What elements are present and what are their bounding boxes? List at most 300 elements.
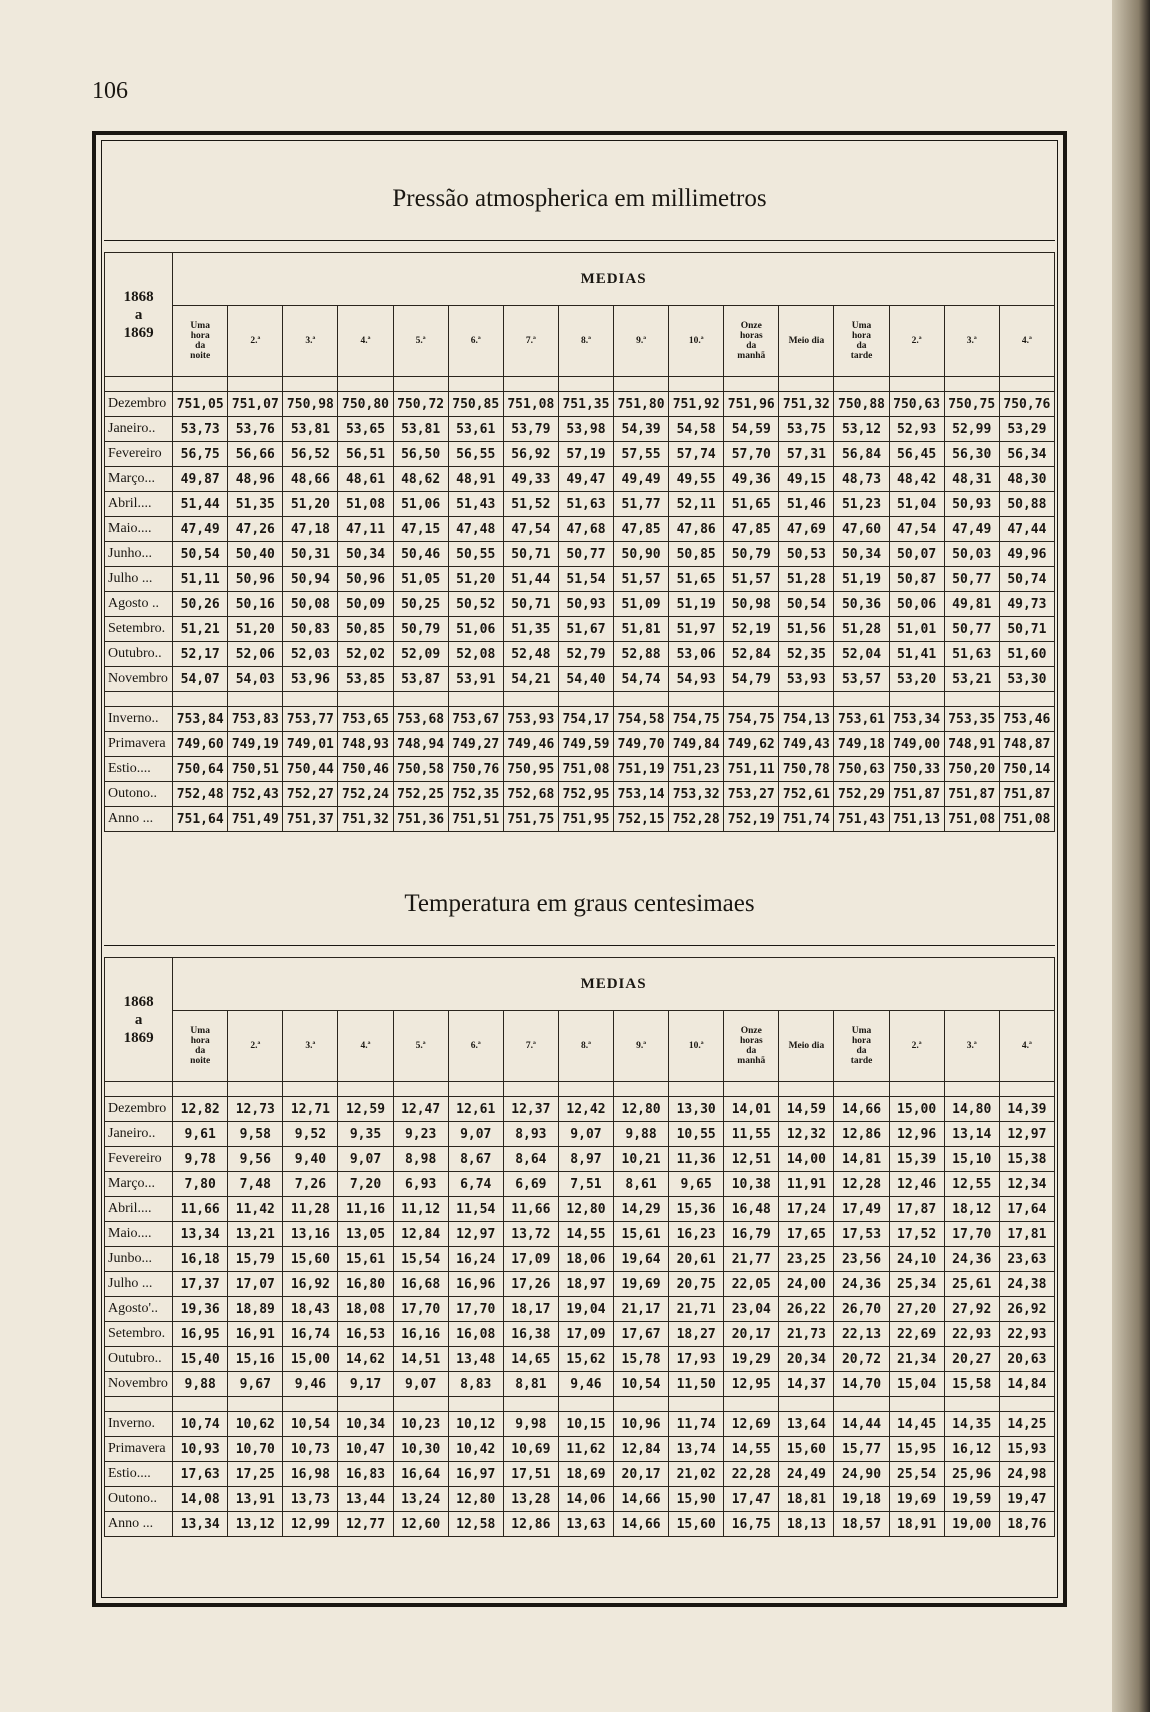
value-cell: 12,97: [999, 1122, 1054, 1147]
value-cell: 15,10: [944, 1147, 999, 1172]
season-row: [105, 807, 1055, 832]
month-row: [105, 592, 1055, 617]
value-cell: 753,65: [338, 707, 393, 732]
temperature-column-header: 6.ª: [448, 1011, 503, 1082]
value-cell: 51,52: [503, 492, 558, 517]
value-cell: 753,68: [393, 707, 448, 732]
value-cell: 14,84: [999, 1372, 1054, 1397]
value-cell: 20,17: [724, 1322, 779, 1347]
page-number: 106: [92, 78, 128, 104]
value-cell: 751,51: [448, 807, 503, 832]
value-cell: 13,28: [503, 1487, 558, 1512]
temperature-column-header: 4.ª: [999, 1011, 1054, 1082]
value-cell: 752,43: [228, 782, 283, 807]
temperature-year-header: 1868 a 1869: [105, 958, 173, 1082]
value-cell: 18,27: [669, 1322, 724, 1347]
value-cell: 12,99: [283, 1512, 338, 1537]
row-label: Junbo...: [105, 1247, 173, 1272]
value-cell: 748,94: [393, 732, 448, 757]
pressure-column-header: Uma hora da tarde: [834, 306, 889, 377]
value-cell: 49,87: [173, 467, 228, 492]
temperature-column-header: 10.ª: [669, 1011, 724, 1082]
value-cell: 47,60: [834, 517, 889, 542]
temperature-column-header: 2.ª: [228, 1011, 283, 1082]
value-cell: 52,88: [614, 642, 669, 667]
value-cell: 16,74: [283, 1322, 338, 1347]
value-cell: 753,32: [669, 782, 724, 807]
value-cell: 14,51: [393, 1347, 448, 1372]
season-row: [105, 757, 1055, 782]
value-cell: 48,62: [393, 467, 448, 492]
value-cell: 53,57: [834, 667, 889, 692]
value-cell: 54,40: [558, 667, 613, 692]
value-cell: 9,58: [228, 1122, 283, 1147]
pressure-year-header: 1868 a 1869: [105, 253, 173, 377]
value-cell: 52,11: [669, 492, 724, 517]
value-cell: 14,44: [834, 1412, 889, 1437]
value-cell: 750,58: [393, 757, 448, 782]
value-cell: 9,46: [558, 1372, 613, 1397]
value-cell: 53,76: [228, 417, 283, 442]
value-cell: 749,84: [669, 732, 724, 757]
value-cell: 12,32: [779, 1122, 834, 1147]
value-cell: 21,71: [669, 1297, 724, 1322]
value-cell: 16,16: [393, 1322, 448, 1347]
value-cell: 12,47: [393, 1097, 448, 1122]
value-cell: 51,06: [393, 492, 448, 517]
value-cell: 8,61: [614, 1172, 669, 1197]
pressure-column-header: 6.ª: [448, 306, 503, 377]
spacer-row: [105, 377, 1055, 392]
value-cell: 17,26: [503, 1272, 558, 1297]
value-cell: 53,61: [448, 417, 503, 442]
value-cell: 47,54: [889, 517, 944, 542]
value-cell: 53,85: [338, 667, 393, 692]
value-cell: 50,85: [338, 617, 393, 642]
value-cell: 748,87: [999, 732, 1054, 757]
value-cell: 50,54: [779, 592, 834, 617]
value-cell: 14,25: [999, 1412, 1054, 1437]
value-cell: 21,73: [779, 1322, 834, 1347]
value-cell: 9,67: [228, 1372, 283, 1397]
value-cell: 50,55: [448, 542, 503, 567]
value-cell: 9,07: [558, 1122, 613, 1147]
value-cell: 17,24: [779, 1197, 834, 1222]
pressure-column-header: 2.ª: [228, 306, 283, 377]
value-cell: 11,50: [669, 1372, 724, 1397]
value-cell: 48,73: [834, 467, 889, 492]
value-cell: 12,61: [448, 1097, 503, 1122]
value-cell: 11,42: [228, 1197, 283, 1222]
row-label: Outono..: [105, 1487, 173, 1512]
value-cell: 16,24: [448, 1247, 503, 1272]
temperature-column-header: 3.ª: [283, 1011, 338, 1082]
value-cell: 52,17: [173, 642, 228, 667]
value-cell: 47,26: [228, 517, 283, 542]
value-cell: 18,76: [999, 1512, 1054, 1537]
value-cell: 53,06: [669, 642, 724, 667]
pressure-column-header: Uma hora da noite: [173, 306, 228, 377]
value-cell: 47,49: [944, 517, 999, 542]
value-cell: 749,70: [614, 732, 669, 757]
value-cell: 48,30: [999, 467, 1054, 492]
value-cell: 21,02: [669, 1462, 724, 1487]
value-cell: 50,85: [669, 542, 724, 567]
row-label: Anno ...: [105, 807, 173, 832]
month-row: [105, 1372, 1055, 1397]
season-row: [105, 1462, 1055, 1487]
value-cell: 12,82: [173, 1097, 228, 1122]
row-label: Abril....: [105, 492, 173, 517]
value-cell: 17,47: [724, 1487, 779, 1512]
value-cell: 9,07: [338, 1147, 393, 1172]
value-cell: 11,36: [669, 1147, 724, 1172]
value-cell: 48,96: [228, 467, 283, 492]
value-cell: 12,51: [724, 1147, 779, 1172]
value-cell: 56,55: [448, 442, 503, 467]
value-cell: 17,37: [173, 1272, 228, 1297]
month-row: [105, 1197, 1055, 1222]
row-label: Dezembro: [105, 1097, 173, 1122]
value-cell: 11,74: [669, 1412, 724, 1437]
value-cell: 13,24: [393, 1487, 448, 1512]
value-cell: 12,86: [834, 1122, 889, 1147]
value-cell: 26,92: [999, 1297, 1054, 1322]
value-cell: 22,93: [944, 1322, 999, 1347]
value-cell: 51,63: [558, 492, 613, 517]
pressure-column-header: 3.ª: [944, 306, 999, 377]
value-cell: 51,05: [393, 567, 448, 592]
value-cell: 57,74: [669, 442, 724, 467]
value-cell: 47,49: [173, 517, 228, 542]
value-cell: 49,73: [999, 592, 1054, 617]
value-cell: 6,93: [393, 1172, 448, 1197]
value-cell: 50,98: [724, 592, 779, 617]
value-cell: 14,66: [614, 1487, 669, 1512]
value-cell: 51,44: [503, 567, 558, 592]
spacer-row: [105, 1397, 1055, 1412]
value-cell: 56,84: [834, 442, 889, 467]
value-cell: 23,25: [779, 1247, 834, 1272]
value-cell: 50,94: [283, 567, 338, 592]
value-cell: 51,20: [228, 617, 283, 642]
value-cell: 22,28: [724, 1462, 779, 1487]
month-row: [105, 1172, 1055, 1197]
value-cell: 54,74: [614, 667, 669, 692]
value-cell: 53,12: [834, 417, 889, 442]
value-cell: 24,49: [779, 1462, 834, 1487]
value-cell: 16,92: [283, 1272, 338, 1297]
value-cell: 16,83: [338, 1462, 393, 1487]
temperature-rule: [104, 945, 1055, 946]
value-cell: 753,46: [999, 707, 1054, 732]
value-cell: 754,17: [558, 707, 613, 732]
value-cell: 8,98: [393, 1147, 448, 1172]
value-cell: 10,69: [503, 1437, 558, 1462]
month-row: [105, 667, 1055, 692]
value-cell: 8,83: [448, 1372, 503, 1397]
value-cell: 50,06: [889, 592, 944, 617]
value-cell: 15,58: [944, 1372, 999, 1397]
value-cell: 13,44: [338, 1487, 393, 1512]
value-cell: 50,79: [393, 617, 448, 642]
value-cell: 8,67: [448, 1147, 503, 1172]
value-cell: 8,64: [503, 1147, 558, 1172]
value-cell: 51,56: [779, 617, 834, 642]
value-cell: 54,79: [724, 667, 779, 692]
row-label: Janeiro..: [105, 417, 173, 442]
value-cell: 750,80: [338, 392, 393, 417]
value-cell: 57,31: [779, 442, 834, 467]
value-cell: 752,15: [614, 807, 669, 832]
value-cell: 27,20: [889, 1297, 944, 1322]
value-cell: 15,54: [393, 1247, 448, 1272]
value-cell: 12,34: [999, 1172, 1054, 1197]
value-cell: 52,06: [228, 642, 283, 667]
value-cell: 15,95: [889, 1437, 944, 1462]
value-cell: 48,42: [889, 467, 944, 492]
value-cell: 11,12: [393, 1197, 448, 1222]
value-cell: 14,55: [724, 1437, 779, 1462]
value-cell: 749,19: [228, 732, 283, 757]
value-cell: 12,84: [393, 1222, 448, 1247]
value-cell: 10,74: [173, 1412, 228, 1437]
value-cell: 49,15: [779, 467, 834, 492]
value-cell: 16,91: [228, 1322, 283, 1347]
temperature-column-header: 3.ª: [944, 1011, 999, 1082]
value-cell: 51,04: [889, 492, 944, 517]
value-cell: 750,46: [338, 757, 393, 782]
value-cell: 50,77: [944, 617, 999, 642]
value-cell: 10,38: [724, 1172, 779, 1197]
value-cell: 56,34: [999, 442, 1054, 467]
value-cell: 15,90: [669, 1487, 724, 1512]
value-cell: 19,59: [944, 1487, 999, 1512]
value-cell: 53,30: [999, 667, 1054, 692]
value-cell: 13,48: [448, 1347, 503, 1372]
temperature-column-header: 9.ª: [614, 1011, 669, 1082]
value-cell: 10,54: [283, 1412, 338, 1437]
value-cell: 9,23: [393, 1122, 448, 1147]
value-cell: 749,27: [448, 732, 503, 757]
value-cell: 752,28: [669, 807, 724, 832]
value-cell: 750,63: [834, 757, 889, 782]
value-cell: 15,00: [889, 1097, 944, 1122]
value-cell: 20,61: [669, 1247, 724, 1272]
value-cell: 16,80: [338, 1272, 393, 1297]
month-row: [105, 567, 1055, 592]
value-cell: 10,93: [173, 1437, 228, 1462]
value-cell: 749,46: [503, 732, 558, 757]
value-cell: 751,92: [669, 392, 724, 417]
value-cell: 51,09: [614, 592, 669, 617]
value-cell: 16,53: [338, 1322, 393, 1347]
pressure-column-header: 7.ª: [503, 306, 558, 377]
value-cell: 50,88: [999, 492, 1054, 517]
pressure-medias-header: MEDIAS: [173, 253, 1055, 306]
value-cell: 48,91: [448, 467, 503, 492]
value-cell: 751,35: [558, 392, 613, 417]
value-cell: 7,51: [558, 1172, 613, 1197]
value-cell: 50,36: [834, 592, 889, 617]
month-row: [105, 642, 1055, 667]
value-cell: 751,43: [834, 807, 889, 832]
value-cell: 9,98: [503, 1412, 558, 1437]
value-cell: 52,84: [724, 642, 779, 667]
value-cell: 750,78: [779, 757, 834, 782]
value-cell: 27,92: [944, 1297, 999, 1322]
value-cell: 754,13: [779, 707, 834, 732]
value-cell: 51,44: [173, 492, 228, 517]
value-cell: 20,27: [944, 1347, 999, 1372]
value-cell: 8,97: [558, 1147, 613, 1172]
value-cell: 52,08: [448, 642, 503, 667]
value-cell: 22,69: [889, 1322, 944, 1347]
value-cell: 9,17: [338, 1372, 393, 1397]
value-cell: 51,20: [448, 567, 503, 592]
value-cell: 10,30: [393, 1437, 448, 1462]
value-cell: 10,96: [614, 1412, 669, 1437]
value-cell: 50,96: [338, 567, 393, 592]
value-cell: 751,23: [669, 757, 724, 782]
temperature-column-header: Meio dia: [779, 1011, 834, 1082]
row-label: Fevereiro: [105, 1147, 173, 1172]
value-cell: 23,56: [834, 1247, 889, 1272]
value-cell: 751,87: [999, 782, 1054, 807]
value-cell: 751,36: [393, 807, 448, 832]
value-cell: 51,63: [944, 642, 999, 667]
value-cell: 750,44: [283, 757, 338, 782]
value-cell: 50,77: [558, 542, 613, 567]
pressure-title: Pressão atmospherica em millimetros: [392, 185, 767, 212]
month-row: [105, 617, 1055, 642]
value-cell: 12,28: [834, 1172, 889, 1197]
value-cell: 51,65: [724, 492, 779, 517]
value-cell: 15,93: [999, 1437, 1054, 1462]
value-cell: 751,11: [724, 757, 779, 782]
temperature-medias-header: MEDIAS: [173, 958, 1055, 1011]
value-cell: 13,73: [283, 1487, 338, 1512]
value-cell: 751,32: [779, 392, 834, 417]
value-cell: 751,64: [173, 807, 228, 832]
value-cell: 11,16: [338, 1197, 393, 1222]
value-cell: 12,95: [724, 1372, 779, 1397]
row-label: Agosto ..: [105, 592, 173, 617]
value-cell: 50,96: [228, 567, 283, 592]
pressure-table: [104, 252, 1055, 832]
value-cell: 750,76: [448, 757, 503, 782]
month-row: [105, 1147, 1055, 1172]
value-cell: 13,30: [669, 1097, 724, 1122]
value-cell: 15,61: [614, 1222, 669, 1247]
temperature-column-header: Onze horas da manhã: [724, 1011, 779, 1082]
value-cell: 26,70: [834, 1297, 889, 1322]
value-cell: 52,35: [779, 642, 834, 667]
value-cell: 9,56: [228, 1147, 283, 1172]
value-cell: 9,46: [283, 1372, 338, 1397]
value-cell: 17,67: [614, 1322, 669, 1347]
value-cell: 10,15: [558, 1412, 613, 1437]
value-cell: 14,01: [724, 1097, 779, 1122]
row-label: Julho ...: [105, 567, 173, 592]
row-label: Maio....: [105, 517, 173, 542]
month-row: [105, 1097, 1055, 1122]
value-cell: 53,20: [889, 667, 944, 692]
value-cell: 17,93: [669, 1347, 724, 1372]
value-cell: 50,34: [834, 542, 889, 567]
month-row: [105, 517, 1055, 542]
value-cell: 57,70: [724, 442, 779, 467]
value-cell: 751,13: [889, 807, 944, 832]
value-cell: 6,69: [503, 1172, 558, 1197]
value-cell: 17,49: [834, 1197, 889, 1222]
row-label: Junho...: [105, 542, 173, 567]
value-cell: 15,60: [669, 1512, 724, 1537]
month-row: [105, 442, 1055, 467]
season-row: [105, 1487, 1055, 1512]
value-cell: 20,63: [999, 1347, 1054, 1372]
season-row: [105, 1437, 1055, 1462]
value-cell: 7,48: [228, 1172, 283, 1197]
value-cell: 51,57: [614, 567, 669, 592]
value-cell: 754,58: [614, 707, 669, 732]
value-cell: 18,91: [889, 1512, 944, 1537]
spacer-row: [105, 692, 1055, 707]
value-cell: 52,79: [558, 642, 613, 667]
row-label: Agosto'..: [105, 1297, 173, 1322]
value-cell: 49,33: [503, 467, 558, 492]
value-cell: 16,68: [393, 1272, 448, 1297]
value-cell: 751,08: [503, 392, 558, 417]
value-cell: 48,66: [283, 467, 338, 492]
value-cell: 750,51: [228, 757, 283, 782]
value-cell: 10,23: [393, 1412, 448, 1437]
month-row: [105, 1122, 1055, 1147]
value-cell: 16,95: [173, 1322, 228, 1347]
value-cell: 749,18: [834, 732, 889, 757]
value-cell: 47,18: [283, 517, 338, 542]
value-cell: 15,79: [228, 1247, 283, 1272]
value-cell: 11,62: [558, 1437, 613, 1462]
value-cell: 53,91: [448, 667, 503, 692]
value-cell: 51,43: [448, 492, 503, 517]
value-cell: 751,08: [558, 757, 613, 782]
value-cell: 25,34: [889, 1272, 944, 1297]
temperature-column-header: Uma hora da noite: [173, 1011, 228, 1082]
value-cell: 14,35: [944, 1412, 999, 1437]
value-cell: 49,49: [614, 467, 669, 492]
value-cell: 51,65: [669, 567, 724, 592]
value-cell: 751,08: [944, 807, 999, 832]
value-cell: 751,80: [614, 392, 669, 417]
pressure-column-header: 5.ª: [393, 306, 448, 377]
tables-frame: [92, 131, 1067, 1607]
value-cell: 10,73: [283, 1437, 338, 1462]
value-cell: 16,64: [393, 1462, 448, 1487]
value-cell: 12,59: [338, 1097, 393, 1122]
value-cell: 18,06: [558, 1247, 613, 1272]
value-cell: 12,69: [724, 1412, 779, 1437]
temperature-column-header: 4.ª: [338, 1011, 393, 1082]
value-cell: 50,87: [889, 567, 944, 592]
value-cell: 12,84: [614, 1437, 669, 1462]
value-cell: 14,80: [944, 1097, 999, 1122]
value-cell: 750,20: [944, 757, 999, 782]
value-cell: 753,34: [889, 707, 944, 732]
value-cell: 18,17: [503, 1297, 558, 1322]
value-cell: 13,91: [228, 1487, 283, 1512]
value-cell: 49,47: [558, 467, 613, 492]
